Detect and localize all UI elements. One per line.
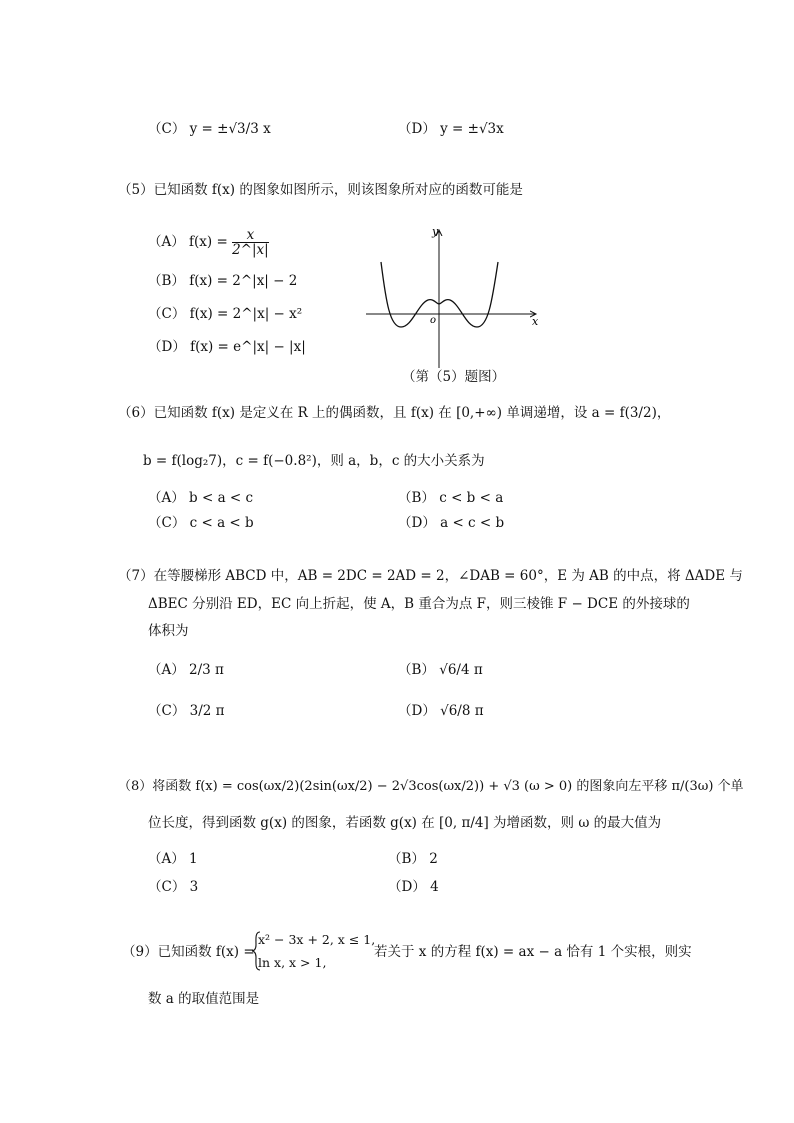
q5-graph-origin-label: o <box>430 315 437 326</box>
q6-option-b: （B） c < b < a <box>398 490 504 506</box>
q5-graph-x-label: x <box>532 315 539 328</box>
q5-graph <box>360 222 550 370</box>
q6-stem-line2: b = f(log₂7)，c = f(−0.8²)，则 a，b，c 的大小关系为 <box>143 453 485 469</box>
q5-option-a-label: （A） f(x) = <box>148 234 228 250</box>
q5-option-d: （D） f(x) = e^|x| − |x| <box>148 339 306 355</box>
q5-option-b: （B） f(x) = 2^|x| − 2 <box>148 273 298 289</box>
q7-line3: 体积为 <box>148 623 189 639</box>
q7-option-b: （B） √6/4 π <box>398 662 483 678</box>
q7-option-c: （C） 3/2 π <box>148 703 225 719</box>
q5-option-a-denominator: 2^|x| <box>232 242 269 258</box>
q8-option-c: （C） 3 <box>148 879 199 895</box>
q9-lead: （9）已知函数 f(x) = <box>122 944 255 960</box>
q5-option-c: （C） f(x) = 2^|x| − x² <box>148 306 303 322</box>
q9-case2: ln x, x > 1, <box>258 955 327 970</box>
q9-line2: 数 a 的取值范围是 <box>148 991 260 1007</box>
q6-stem-line1: （6）已知函数 f(x) 是定义在 R 上的偶函数，且 f(x) 在 [0,+∞) 单调递增，设 a = f(3/2)， <box>118 405 671 421</box>
q7-line2: ΔBEC 分别沿 ED，EC 向上折起，使 A，B 重合为点 F，则三棱锥 F − DCE 的外接球的 <box>148 596 690 612</box>
q7-line1: （7）在等腰梯形 ABCD 中，AB = 2DC = 2AD = 2，∠DAB = 60°，E 为 AB 的中点，将 ΔADE 与 <box>118 568 743 584</box>
q9-case1: x² − 3x + 2, x ≤ 1, <box>258 932 376 947</box>
q5-option-a <box>148 228 269 257</box>
q5-stem: （5）已知函数 f(x) 的图象如图所示，则该图象所对应的函数可能是 <box>118 182 523 198</box>
q5-option-a-fraction <box>232 228 269 257</box>
q8-line1: （8）将函数 f(x) = cos(ωx/2)(2sin(ωx/2) − 2√3cos(ωx/2)) + √3 (ω > 0) 的图象向左平移 π/(3ω) 个单 <box>118 779 744 794</box>
q5-graph-caption: （第（5）题图） <box>402 369 506 385</box>
q8-option-d: （D） 4 <box>388 879 439 895</box>
q7-option-d: （D） √6/8 π <box>398 703 484 719</box>
q6-option-d: （D） a < c < b <box>398 515 505 531</box>
q8-option-b: （B） 2 <box>388 851 438 867</box>
q7-option-a: （A） 2/3 π <box>148 662 224 678</box>
q8-line2: 位长度，得到函数 g(x) 的图象，若函数 g(x) 在 [0, π/4] 为增函数，则 ω 的最大值为 <box>148 815 662 831</box>
q6-option-a: （A） b < a < c <box>148 490 254 506</box>
q5-option-a-numerator: x <box>232 228 269 243</box>
q6-option-c: （C） c < a < b <box>148 515 254 531</box>
q4-option-c: （C） y = ±√3/3 x <box>148 121 271 137</box>
q4-option-d: （D） y = ±√3x <box>398 121 504 137</box>
q5-graph-y-label: y <box>432 225 439 238</box>
q8-option-a: （A） 1 <box>148 851 198 867</box>
q9-tail: 若关于 x 的方程 f(x) = ax − a 恰有 1 个实根，则实 <box>374 944 692 960</box>
